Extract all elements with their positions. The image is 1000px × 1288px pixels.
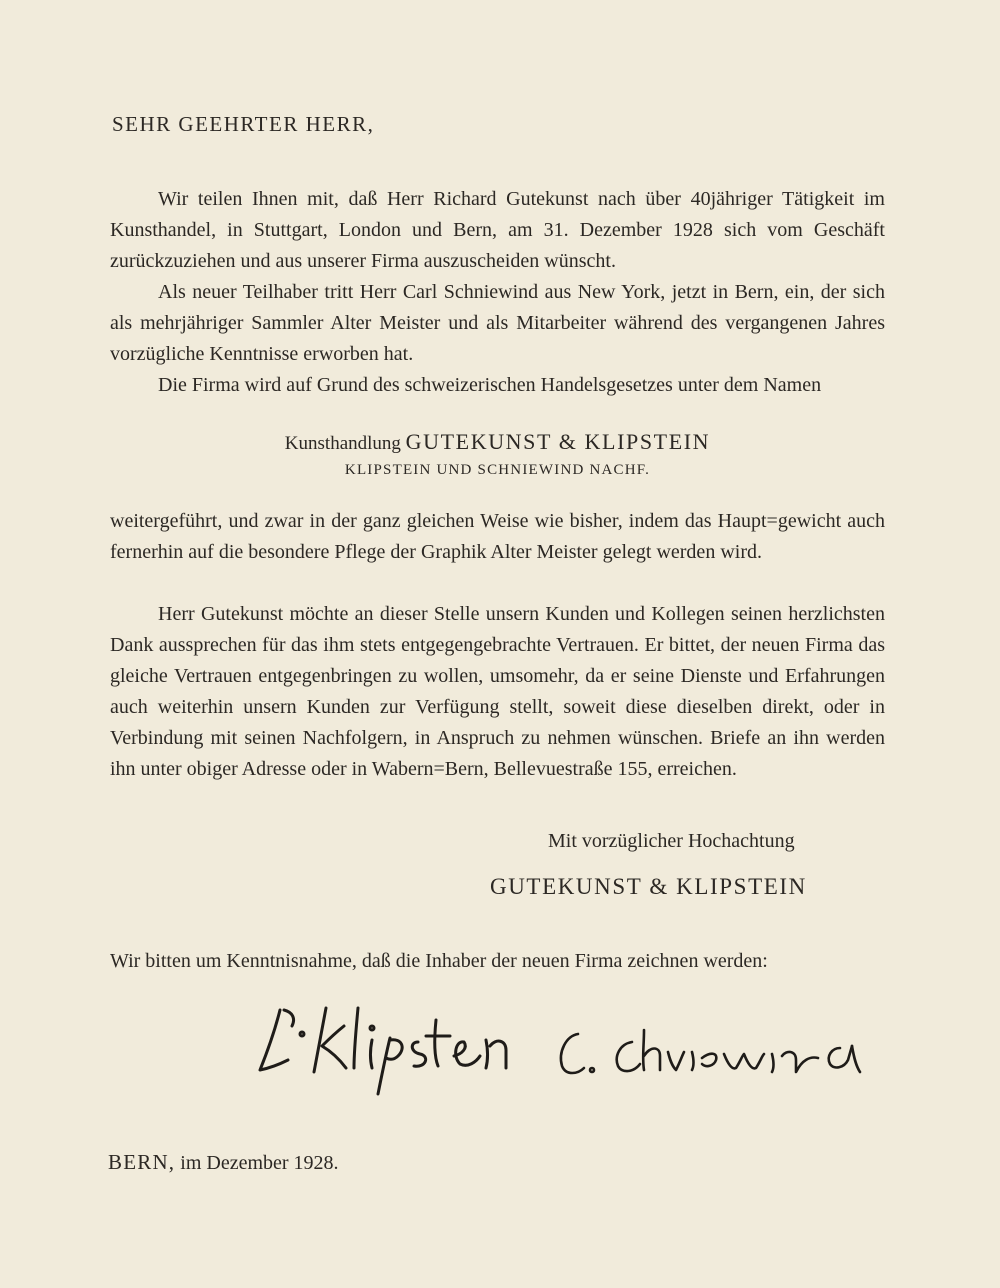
paragraph-new-partner: Als neuer Teilhaber tritt Herr Carl Schniewind aus New York, jetzt in Bern, ein, der sich als mehrjähriger Sammler Alter Meister und als Mitarbeiter während des vergangenen Jahres vorzügliche Kenntnisse erworben hat. — [110, 281, 885, 365]
firm-name-block — [110, 428, 885, 482]
notice: Wir bitten um Kenntnisnahme, daß die Inhaber der neuen Firma zeichnen werden: — [110, 950, 768, 972]
place: BERN, — [108, 1150, 176, 1174]
paragraph-firm-continuation: Die Firma wird auf Grund des schweizerischen Handelsgesetzes unter dem Namen — [158, 374, 822, 396]
firm-name-line — [110, 428, 885, 458]
salutation: SEHR GEEHRTER HERR, — [112, 112, 375, 136]
place-date — [108, 1150, 339, 1175]
paragraph-announcement: Wir teilen Ihnen mit, daß Herr Richard Gutekunst nach über 40jähriger Tätigkeit im Kunsthandel, in Stuttgart, London und Bern, am 31. Dezember 1928 sich vom Geschäft zurückzuziehen und aus unserer Firma auszuscheiden wünscht. — [110, 188, 885, 272]
paragraph-thanks: Herr Gutekunst möchte an dieser Stelle unsern Kunden und Kollegen seinen herzlichsten Dank aussprechen für das ihm stets entgegengebrachte Vertrauen. Er bittet, der neuen Firma das gleiche Vertrauen entgegenbringen zu wollen, umsomehr, da er seine Dienste und Erfahrungen auch weiterhin unsern Kunden zur Verfügung stellt, soweit diese dieselben direkt, oder in Verbindung mit seinen Nachfolgern, in Anspruch zu nehmen wünschen. Briefe an ihn werden ihn unter obiger Adresse oder in Wabern=Bern, Bellevuestraße 155, erreichen. — [110, 603, 885, 780]
firm-prefix: Kunsthandlung — [284, 433, 401, 454]
signature-klipstein — [260, 1008, 506, 1094]
handwritten-signatures — [240, 990, 900, 1100]
signature-firm: GUTEKUNST & KLIPSTEIN — [490, 874, 807, 899]
firm-name: GUTEKUNST & KLIPSTEIN — [405, 429, 711, 454]
firm-subtitle: KLIPSTEIN UND SCHNIEWIND NACHF. — [344, 462, 651, 478]
paragraph-continued: weitergeführt, und zwar in der ganz gleichen Weise wie bisher, indem das Haupt=gewicht auch fernerhin auf die besondere Pflege der Graphik Alter Meister gelegt werden wird. — [110, 510, 885, 563]
date: im Dezember 1928. — [180, 1152, 339, 1174]
signature-schniewind — [561, 1030, 860, 1073]
closing: Mit vorzüglicher Hochachtung — [548, 830, 795, 852]
